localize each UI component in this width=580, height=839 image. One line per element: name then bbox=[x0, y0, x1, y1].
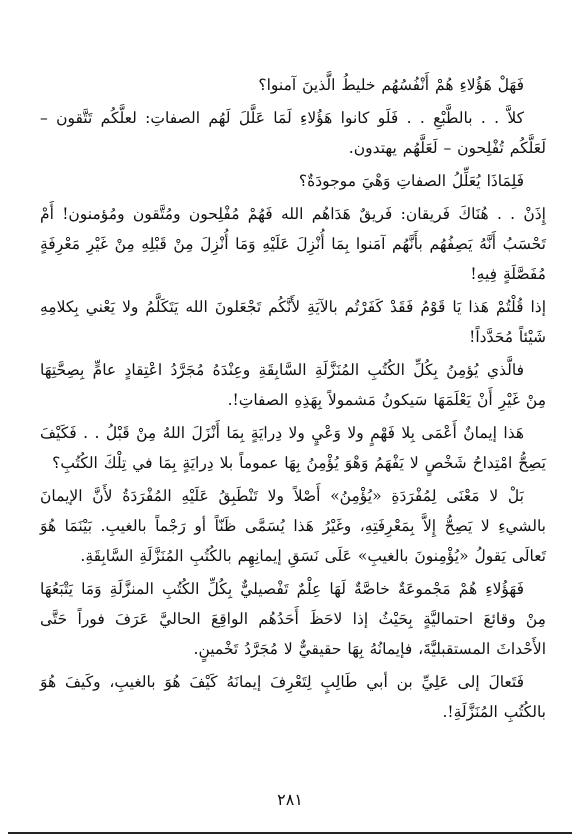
paragraph-9: فَهَؤُلاءِ هُمْ مَجْموعَةٌ خاصَّةٌ لَهَا عِلْمٌ تَفْصيليٌّ بِكُلِّ الكُتُبِ المنزَّلَةِ وَمَا يَتْبَعُهَا مِنْ وقائعَ احتماليَّةٍ بِحَيْثُ إذا لاحَظَ أَحَدُهُم الواقِعَ الحاليَّ عَرَفَ فوراً حَتَّى الأَحْداثَ المستقبليَّةَ، فإيمانُهُ بِهَا حقيقيٌّ لا مُجَرَّدُ تَخْمينٍ. bbox=[40, 580, 546, 658]
paragraph-1: فَهَلْ هَؤُلاءِ هُمْ أَنْفُسُهُم خليطُ الَّذينَ آمنوا؟ bbox=[258, 76, 524, 94]
paragraph-4: إِذَنْ . . هُنَاكَ فَريقان: فَريقٌ هَدَاهُم الله فَهُمْ مُفْلِحون ومُتَّقون ومُؤمنون! أَمْ تَحْسَبُ أَنَّهُ يَصِفُهُم بأَنَّهُم آمَنوا بِمَا أُنْزِلَ عَلَيْهِ وَمَا أُنْزِلَ مِنْ قَبْلِهِ مِنْ غَيْرِ مَعْرِفَةٍ مُفَصَّلَةٍ فِيهِ! bbox=[40, 205, 546, 283]
page-body bbox=[40, 70, 546, 727]
paragraph-6: فالَّذي يُؤمِنُ بِكُلِّ الكُتُبِ المُنَزَّلَةِ السَّابِقَةِ وعِنْدَهُ مُجَرَّدُ اعْتِقادٍ عامٍّ بِصِحَّتِهَا مِنْ غَيْرِ أَنْ يَعْلَمَهَا سَيكونُ مَشمولاً بِهَذِهِ الصفاتِ!. bbox=[40, 361, 546, 409]
paragraph-8: بَلْ لا مَعْنَى لِمُفْرَدَةِ «يُؤْمِنُ» أَصْلاً ولا تَنْطَبِقُ عَلَيْهِ المُفْرَدَةُ لأَنَّ الإيمانَ بالشيءِ لا يَصِحُّ إِلاَّ بِمَعْرِفَتِهِ، وغَيْرُ هَذا يُسَمَّى ظَنّاً أو رَجْماً بالغيبِ. بَيْنَمَا هُوَ تَعالَى يَقولُ «يُؤْمِنونَ بالغيبِ» عَلَى نَسَقِ إيمانِهِم بالكُتُبِ المُنَزَّلَةِ السَّابِقَةِ. bbox=[40, 487, 546, 565]
paragraph-7: هَذا إيمانٌ أَعْمَى بِلا فَهْمٍ ولا وَعْيٍ ولا دِرايَةٍ بِمَا أَنْزَلَ اللهُ مِنْ قَبْلُ . . فَكَيْفَ يَصِحُّ امْتِداحُ شَخْصٍ لا يَفْهَمُ وَهْوَ يُؤْمِنُ بِهَا عموماً بلا دِرايَةٍ بِمَا في تِلْكَ الكُتُبِ؟ bbox=[40, 424, 546, 472]
paragraph-5: إذا قُلْتُمْ هَذا يَا قَوْمُ فَقَدْ كَفَرْتُم بالآيَةِ لأَنَّكُم تَجْعَلونَ الله يَتَكَلَّمُ ولا يَعْني بِكلامِهِ شَيْئاً مُحَدَّداً! bbox=[40, 298, 546, 346]
page-number: ٢٨١ bbox=[277, 790, 303, 809]
paragraph-3: فَلِمَاذَا يُعَلِّلُ الصفاتِ وَهْيَ موجودَةٌ؟ bbox=[298, 172, 524, 190]
paragraph-2: كلاَّ . . بالطَّبْعِ . . فَلَو كانوا هَؤُلاءِ لَمَا عَلَّلَ لَهُم الصفاتِ: لعلَّكُم تَتَّقون – لَعَلَّكُم تُفْلِحون – لَعَلَّهُم يهتدون. bbox=[40, 109, 546, 157]
bottom-rule bbox=[8, 832, 572, 834]
paragraph-10: فَتَعالَ إلى عَلِيِّ بن أبي طَالِبٍ لِتَعْرِفَ إيمانَهُ كَيْفَ هُوَ بالغيبِ، وكَيفَ هُوَ بالكُتُبِ المُنَزَّلَةِ!. bbox=[40, 673, 546, 721]
